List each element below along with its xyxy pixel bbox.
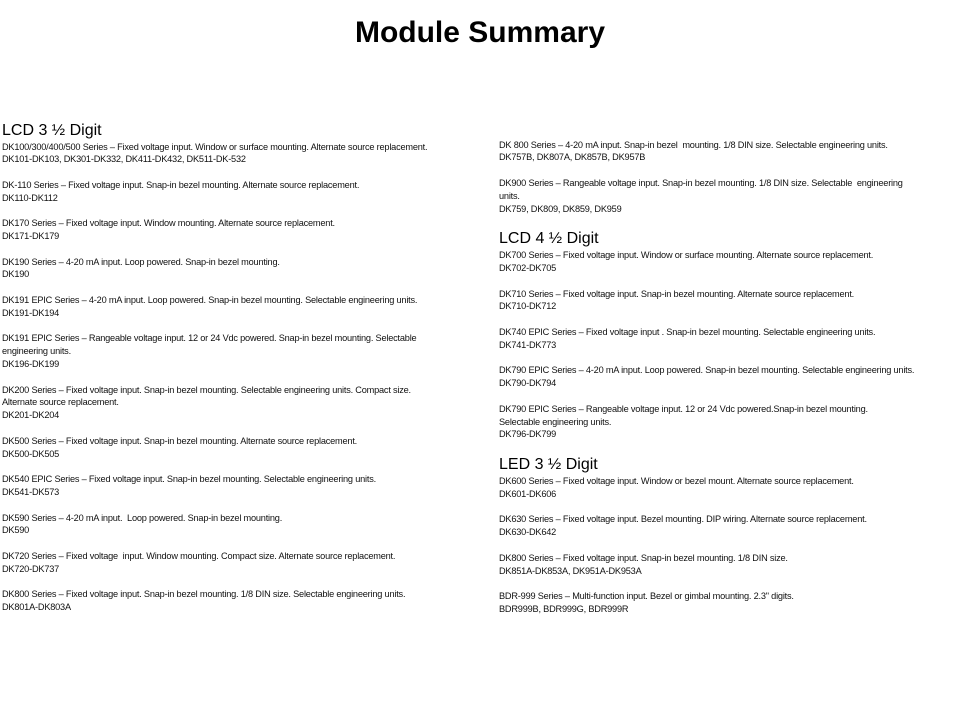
series-description-line: DK590 Series – 4-20 mA input. Loop powered. Snap-in bezel mounting. — [2, 512, 283, 523]
series-description-line: DK-110 Series – Fixed voltage input. Snap-in bezel mounting. Alternate source replacement. — [2, 179, 360, 190]
series-entry — [2, 512, 492, 538]
series-description-line: Alternate source replacement. — [2, 397, 119, 408]
model-numbers: DK720-DK737 — [2, 563, 60, 574]
series-description-line: DK900 Series – Rangeable voltage input. Snap-in bezel mounting. 1/8 DIN size. Selectable engineering — [499, 177, 903, 188]
model-numbers: DK101-DK103, DK301-DK332, DK411-DK432, DK511-DK-532 — [2, 154, 246, 165]
series-entry — [2, 179, 492, 205]
model-numbers: DK702-DK705 — [499, 262, 557, 273]
series-entry — [2, 294, 492, 320]
model-numbers: DK171-DK179 — [2, 231, 60, 242]
series-entry — [2, 473, 492, 499]
series-entry — [2, 435, 492, 461]
series-entry — [2, 256, 492, 282]
model-numbers: DK541-DK573 — [2, 487, 60, 498]
series-entry — [499, 288, 957, 314]
series-description-line: DK700 Series – Fixed voltage input. Window or surface mounting. Alternate source replacement. — [499, 250, 874, 261]
series-entry — [499, 364, 957, 390]
series-description-line: DK540 EPIC Series – Fixed voltage input. Snap-in bezel mounting. Selectable engineering units. — [2, 474, 376, 485]
series-entry — [499, 590, 957, 616]
model-numbers: DK500-DK505 — [2, 448, 60, 459]
series-entry — [499, 475, 957, 501]
model-numbers: DK601-DK606 — [499, 488, 557, 499]
series-entry — [499, 326, 957, 352]
model-numbers: DK741-DK773 — [499, 339, 557, 350]
right-column — [499, 139, 957, 629]
series-section — [499, 454, 957, 616]
series-description-line: DK500 Series – Fixed voltage input. Snap-in bezel mounting. Alternate source replacement. — [2, 435, 358, 446]
model-numbers: DK796-DK799 — [499, 429, 557, 440]
model-numbers: DK759, DK809, DK859, DK959 — [499, 203, 622, 214]
model-numbers: DK190 — [2, 269, 30, 280]
series-description-line: DK710 Series – Fixed voltage input. Snap-in bezel mounting. Alternate source replacement. — [499, 288, 855, 299]
series-description-line: DK 800 Series – 4-20 mA input. Snap-in bezel mounting. 1/8 DIN size. Selectable engineering units. — [499, 139, 888, 150]
series-description-line: DK800 Series – Fixed voltage input. Snap-in bezel mounting. 1/8 DIN size. Selectable engineering units. — [2, 589, 406, 600]
model-numbers: DK710-DK712 — [499, 301, 557, 312]
series-entry — [2, 217, 492, 243]
series-description-line: DK100/300/400/500 Series – Fixed voltage input. Window or surface mounting. Alternate source replacement. — [2, 141, 428, 152]
series-entry — [499, 177, 957, 215]
series-entry — [2, 141, 492, 167]
series-description-line: DK630 Series – Fixed voltage input. Bezel mounting. DIP wiring. Alternate source replacement. — [499, 514, 867, 525]
series-description-line: units. — [499, 190, 520, 201]
section-heading: LED 3 ½ Digit — [499, 455, 598, 473]
series-entry — [499, 139, 957, 165]
series-description-line: DK800 Series – Fixed voltage input. Snap-in bezel mounting. 1/8 DIN size. — [499, 552, 788, 563]
series-description-line: DK720 Series – Fixed voltage input. Window mounting. Compact size. Alternate source replacement. — [2, 551, 396, 561]
series-entry — [2, 550, 492, 576]
model-numbers: DK201-DK204 — [2, 410, 60, 421]
series-description-line: DK191 EPIC Series – Rangeable voltage input. 12 or 24 Vdc powered. Snap-in bezel mounting. Selectable — [2, 333, 417, 344]
model-numbers: DK757B, DK807A, DK857B, DK957B — [499, 152, 646, 163]
model-numbers: DK191-DK194 — [2, 307, 60, 318]
series-entry — [499, 513, 957, 539]
series-description-line: DK790 EPIC Series – Rangeable voltage input. 12 or 24 Vdc powered.Snap-in bezel mounting. — [499, 403, 868, 414]
series-entry — [499, 249, 957, 275]
model-numbers: DK590 — [2, 525, 30, 536]
model-numbers: DK630-DK642 — [499, 527, 557, 538]
slide-title: Module Summary — [354, 16, 606, 49]
section-heading: LCD 3 ½ Digit — [2, 121, 102, 139]
left-column — [2, 120, 492, 627]
section-heading: LCD 4 ½ Digit — [499, 230, 599, 248]
model-numbers: DK851A-DK853A, DK951A-DK953A — [499, 565, 642, 576]
model-numbers: DK196-DK199 — [2, 359, 60, 370]
series-entry — [499, 552, 957, 578]
series-entry — [2, 384, 492, 422]
series-section — [2, 120, 492, 614]
series-description-line: DK790 EPIC Series – 4-20 mA input. Loop powered. Snap-in bezel mounting. Selectable engineering units. — [499, 365, 915, 376]
model-numbers: DK110-DK112 — [2, 192, 58, 203]
model-numbers: DK790-DK794 — [499, 378, 557, 389]
series-description-line: DK190 Series – 4-20 mA input. Loop powered. Snap-in bezel mounting. — [2, 256, 280, 267]
series-description-line: DK191 EPIC Series – 4-20 mA input. Loop powered. Snap-in bezel mounting. Selectable engineering units. — [2, 295, 418, 306]
series-entry — [2, 332, 492, 370]
series-description-line: DK200 Series – Fixed voltage input. Snap-in bezel mounting. Selectable engineering units. Compact size. — [2, 384, 411, 395]
series-description-line: DK600 Series – Fixed voltage input. Window or bezel mount. Alternate source replacement. — [499, 475, 854, 486]
model-numbers: BDR999B, BDR999G, BDR999R — [499, 603, 629, 614]
series-description-line: BDR-999 Series – Multi-function input. Bezel or gimbal mounting. 2.3" digits. — [499, 591, 794, 602]
series-entry — [2, 588, 492, 614]
series-description-line: DK170 Series – Fixed voltage input. Window mounting. Alternate source replacement. — [2, 218, 335, 229]
series-section — [499, 139, 957, 216]
model-numbers: DK801A-DK803A — [2, 602, 71, 613]
series-description-line: DK740 EPIC Series – Fixed voltage input . Snap-in bezel mounting. Selectable engineering units. — [499, 326, 876, 337]
series-description-line: engineering units. — [2, 346, 71, 357]
series-description-line: Selectable engineering units. — [499, 416, 612, 427]
series-section — [499, 228, 957, 441]
series-entry — [499, 403, 957, 441]
